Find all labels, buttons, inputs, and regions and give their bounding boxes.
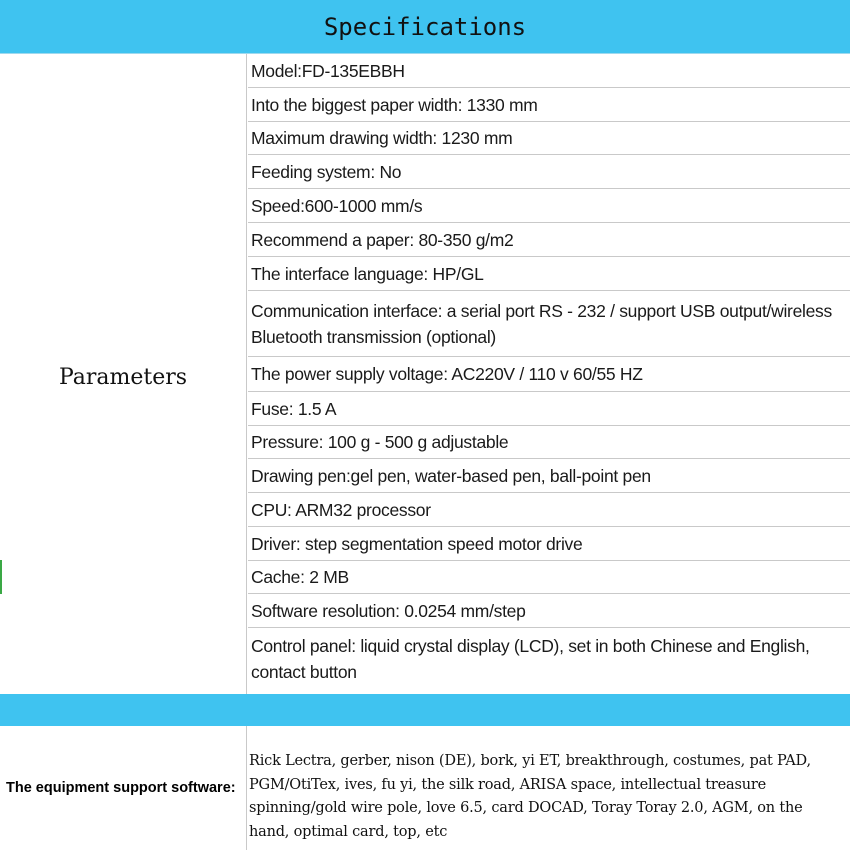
spec-row-interface-language: The interface language: HP/GL (248, 257, 850, 291)
spec-row-control-panel: Control panel: liquid crystal display (LCD), set in both Chinese and English, contact button (251, 636, 810, 682)
spec-row-cache: Cache: 2 MB (248, 561, 850, 594)
parameters-table (0, 54, 850, 694)
spec-row-driver: Driver: step segmentation speed motor drive (248, 527, 850, 561)
software-section (0, 726, 850, 850)
software-list: Rick Lectra, gerber, nison (DE), bork, yi ET, breakthrough, costumes, pat PAD, PGM/OtiTex, ives, fu yi, the silk road, ARISA space, intellectual treasure spinning/gold wire pole, love 6.5, card DOCAD, Toray Toray 2.0, AGM, on the hand, optimal card, top, etc (249, 753, 811, 840)
parameter-rows (248, 54, 850, 690)
spec-row-fuse: Fuse: 1.5 A (248, 392, 850, 426)
spec-row-power-supply: The power supply voltage: AC220V / 110 v 60/55 HZ (248, 357, 850, 392)
spec-row-drawing-width: Maximum drawing width: 1230 mm (248, 122, 850, 155)
spec-row-paper-width: Into the biggest paper width: 1330 mm (248, 88, 850, 122)
spec-row-pressure: Pressure: 100 g - 500 g adjustable (248, 426, 850, 459)
section-divider-band (0, 694, 850, 726)
spec-row-cpu: CPU: ARM32 processor (248, 493, 850, 527)
row-marker (0, 560, 2, 594)
parameters-label: Parameters (58, 364, 188, 390)
spec-row-model: Model:FD-135EBBH (248, 54, 850, 88)
software-label: The equipment support software: (0, 726, 247, 850)
parameters-label-cell (0, 54, 247, 694)
specifications-header (0, 0, 850, 54)
spec-row-drawing-pen: Drawing pen:gel pen, water-based pen, ball-point pen (248, 459, 850, 493)
page-title: Specifications (323, 12, 527, 41)
spec-row-software-resolution: Software resolution: 0.0254 mm/step (248, 594, 850, 628)
spec-row-communication: Communication interface: a serial port RS - 232 / support USB output/wireless Bluetooth transmission (optional) (248, 291, 850, 357)
spec-row-paper: Recommend a paper: 80-350 g/m2 (248, 223, 850, 257)
spec-row-feeding-system: Feeding system: No (248, 155, 850, 189)
spec-row-speed: Speed:600-1000 mm/s (248, 189, 850, 223)
